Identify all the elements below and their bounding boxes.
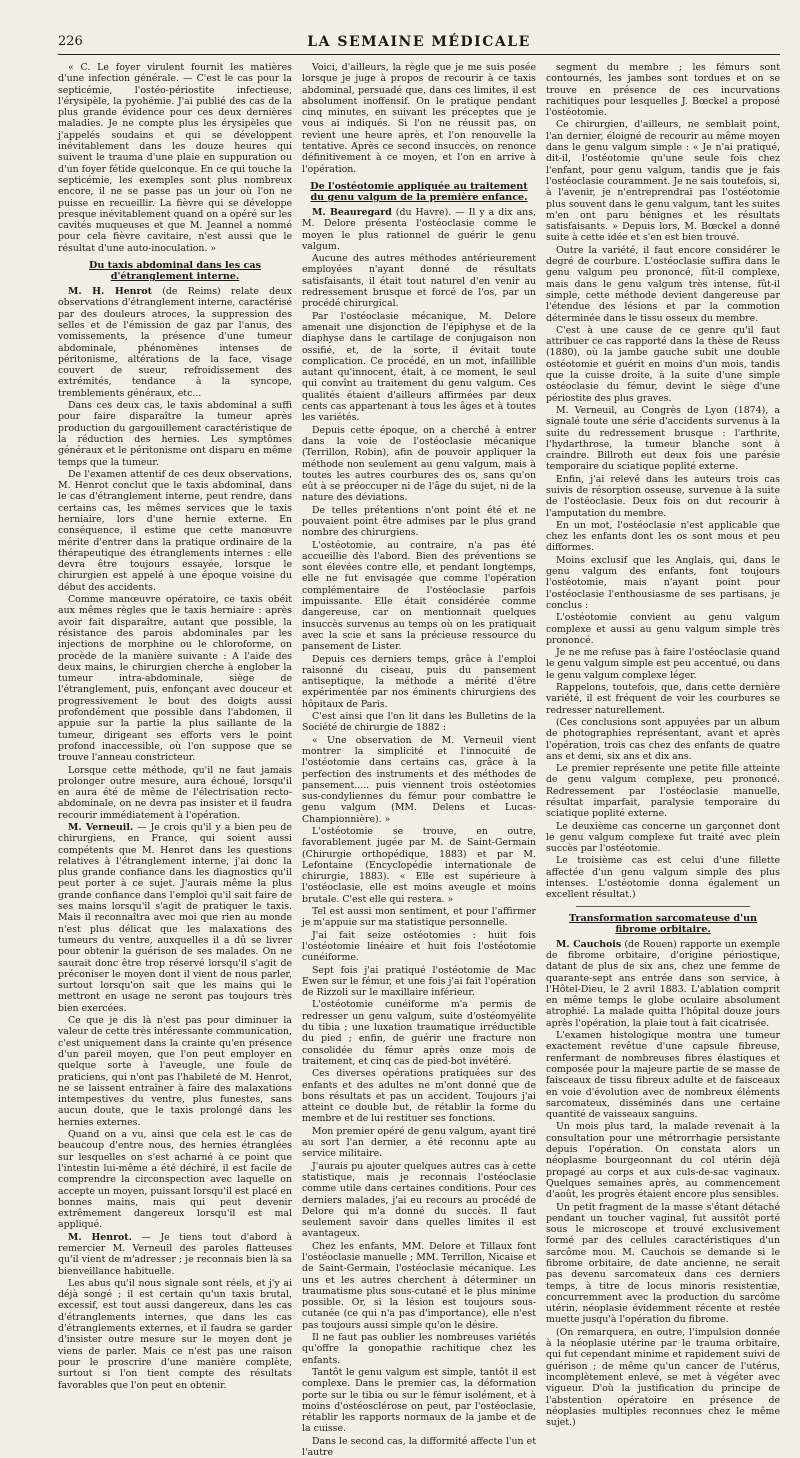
paragraph bbox=[302, 735, 536, 825]
paragraph bbox=[58, 594, 292, 763]
paragraph-text: Ces diverses opérations pratiquées sur des enfants et des adultes ne m'ont donné que de bons résultats et pas un accident. Toujours j'ai atteint ce double but, de rétablir la forme du membre et de lui restituer ses fonctions. bbox=[302, 1068, 536, 1125]
paragraph bbox=[302, 1068, 536, 1124]
paragraph-text: (de Rouen) rapporte un exemple de fibrome orbitaire, d'origine périostique, datant de plus de six ans, chez une femme de quarante-sept ans entrée dans son service, à l'Hôtel-Dieu, le 2 avril 1883. L'ablation comprit en même temps le globe oculaire absolument atrophié. La malade quitta l'hôpital douze jours après l'opération, la plaie tout à fait cicatrisée. bbox=[546, 938, 781, 1029]
paragraph-text: En un mot, l'ostéoclasie n'est applicable que chez les enfants dont les os sont mous et peu difformes. bbox=[546, 519, 780, 554]
paragraph bbox=[302, 311, 536, 424]
paragraph bbox=[546, 62, 780, 118]
paragraph bbox=[546, 1202, 780, 1326]
paragraph bbox=[302, 62, 536, 175]
paragraph bbox=[546, 405, 780, 473]
paragraph-text: Comme manœuvre opératoire, ce taxis obéit aux mêmes règles que le taxis herniaire : après avoir fait disparaître, autant que possible, la résistance des parois abdominales par les injections de morphine ou le chloroforme, on procède de la manière suivante : A l'aide des deux mains, le chirurgien cherche à englober la tumeur intra-abdominale, siège de l'étranglement, puis, enfonçant avec douceur et progressivement le bout des doigts aussi profondément que possible dans l'abdomen, il appuie sur la partie la plus saillante de la tumeur, dirigeant ses efforts vers le point profond inaccessible, où l'on suppose que se trouve l'anneau constricteur. bbox=[58, 594, 292, 764]
paragraph-text: Depuis cette époque, on a cherché à entrer dans la voie de l'ostéoclasie mécanique (Terrillon, Robin), afin de pouvoir appliquer la méthode non seulement au genu valgum, mais à toutes les autres courbures des os, sans qu'on eût à se préoccuper ni de l'âge du sujet, ni de la nature des déviations. bbox=[302, 424, 536, 504]
paragraph bbox=[546, 520, 780, 554]
paragraph-text: segment du membre ; les fémurs sont contournés, les jambes sont tordues et on se trouve en présence de ces incurvations rachitiques pour lesquelles J. Bœckel a proposé l'ostéotomie. bbox=[546, 62, 780, 119]
paragraph-text: L'ostéotomie cunéiforme m'a permis de redresser un genu valgum, suite d'ostéomyélite du tibia ; une luxation traumatique irréductible du pied ; enfin, de guérir une fracture non consolidée du fémur après onze mois de traitement, et cinq cas de pied-bot invétéré. bbox=[302, 999, 536, 1067]
paragraph-text: Le deuxième cas concerne un garçonnet dont le genu valgum complexe fut traité avec plein succès par l'ostéotomie. bbox=[546, 820, 780, 855]
text-columns bbox=[58, 62, 781, 1458]
paragraph-text: Le troisième cas est celui d'une fillette affectée d'un genu valgum simple des plus intenses. L'ostéotomie donna également un excellent résultat.) bbox=[546, 855, 780, 901]
paragraph-text: (Ces conclusions sont appuyées par un album de photographies représentant, avant et après l'opération, trois cas chez des enfants de quatre ans et demi, six ans et dix ans. bbox=[546, 716, 780, 762]
paragraph-text: Sept fois j'ai pratiqué l'ostéotomie de Mac Ewen sur le fémur, et une fois j'ai fait l'opération de Rizzoli sur le maxillaire inférieur. bbox=[302, 964, 536, 999]
speaker-name: M. Cauchois bbox=[556, 938, 622, 950]
paragraph bbox=[302, 1161, 536, 1240]
paragraph bbox=[58, 62, 292, 254]
paragraph bbox=[302, 425, 536, 504]
paragraph-text: Les abus qu'il nous signale sont réels, et j'y ai déjà songé ; il est certain qu'un taxis brutal, excessif, est tout aussi dangereux, dans les cas d'étranglements internes, que dans les cas d'étranglements externes, et il faudra se garder d'insister outre mesure sur le moyen dont je viens de parler. Mais ce n'est pas une raison pour le proscrire d'une manière complète, surtout si l'on tient compte des résultats favorables que l'on peut en obtenir. bbox=[58, 1277, 292, 1391]
paragraph bbox=[58, 1278, 292, 1391]
speaker-name: M. Henrot. bbox=[68, 1231, 132, 1243]
paragraph bbox=[58, 822, 292, 1014]
paragraph bbox=[546, 821, 780, 855]
paragraph-text: Lorsque cette méthode, qu'il ne faut jamais prolonger outre mesure, aura échoué, lorsqu'il en aura été de même de l'électrisation recto-abdominale, on ne devra pas insister et il faudra recourir immédiatement à l'opération. bbox=[58, 764, 292, 821]
page-header bbox=[58, 34, 780, 54]
paragraph bbox=[302, 505, 536, 539]
paragraph bbox=[302, 654, 536, 710]
paragraph-text: De telles prétentions n'ont point été et ne pouvaient point être admises par le plus grand nombre des chirurgiens. bbox=[302, 504, 536, 539]
paragraph-text: L'ostéotomie, au contraire, n'a pas été accueillie dès l'abord. Bien des préventions se sont élevées contre elle, et pendant longtemps, elle ne fut envisagée que comme l'opération complémentaire de l'ostéoclasie parfois impuissante. Elle était considérée comme dangereuse, car on mentionnait quelques insuccès survenus au temps où on les pratiquait avec la scie et sans la précieuse ressource du pansement de Lister. bbox=[302, 539, 536, 653]
header-rule bbox=[58, 54, 780, 55]
paragraph-text: « Une observation de M. Verneuil vient montrer la simplicité et l'innocuité de l'ostéotomie dans certains cas, grâce à la perfection des instruments et des méthodes de pansement..... puis viennent trois ostéotomies sus-condyliennes du fémur pour combattre le genu valgum (MM. Delens et Lucas-Championnière). » bbox=[302, 734, 536, 825]
column-1 bbox=[58, 62, 292, 1391]
paragraph bbox=[302, 1241, 536, 1331]
paragraph-text: Un mois plus tard, la malade revenait à la consultation pour une métrorrhagie persistante depuis l'opération. On constata alors un néoplasme bourgeonnant du col utérin déjà propagé au corps et aux culs-de-sac vaginaux. Quelques semaines après, au commencement d'août, les progrès étaient encore plus sensibles. bbox=[546, 1121, 780, 1201]
paragraph bbox=[546, 682, 780, 716]
paragraph bbox=[302, 1367, 536, 1435]
paragraph bbox=[302, 906, 536, 929]
paragraph-text: Quand on a vu, ainsi que cela est le cas de beaucoup d'entre nous, des hernies étranglées sur lesquelles on s'est acharné à ce point que l'intestin lui-même a été déchiré, il est facile de comprendre la circonspection avec laquelle on accepte un moyen, puissant lorsqu'il est placé en bonnes mains, mais qui peut devenir extrêmement dangereux lorsqu'il est mal appliqué. bbox=[58, 1129, 292, 1231]
section-heading: Du taxis abdominal dans les cas d'étranglement interne. bbox=[89, 260, 261, 283]
paragraph-text: L'ostéotomie se trouve, en outre, favorablement jugée par M. de Saint-Germain (Chirurgie orthopédique, 1883) et par M. Lefontaine (Encyclopédie internationale de chirurgie, 1883). « Elle est supérieure à l'ostéoclasie, elle est moins aveugle et moins brutale. C'est elle qui restera. » bbox=[302, 826, 536, 905]
page-number: 226 bbox=[58, 34, 83, 49]
paragraph bbox=[546, 647, 780, 681]
paragraph bbox=[302, 253, 536, 309]
speaker-name: M. H. Henrot bbox=[68, 286, 152, 298]
paragraph bbox=[302, 965, 536, 999]
paragraph-text: M. Verneuil, au Congrès de Lyon (1874), a signalé toute une série d'accidents survenus à la suite du redressement brusque : l'arthrite, l'hydarthrose, la tumeur blanche sont à craindre. Billroth eut deux fois une parésie temporaire du sciatique poplité externe. bbox=[546, 404, 780, 473]
paragraph bbox=[546, 717, 780, 762]
paragraph-text: — Je tiens tout d'abord à remercier M. Verneuil des paroles flatteuses qu'il vient de m'adresser ; je reconnais bien là sa bienveillance habituelle. bbox=[58, 1231, 292, 1277]
paragraph bbox=[58, 400, 292, 468]
section-heading: Transformation sarcomateuse d'un fibrome orbitaire. bbox=[568, 912, 758, 935]
paragraph bbox=[546, 119, 780, 243]
paragraph-text: Un petit fragment de la masse s'étant détaché pendant un toucher vaginal, fut aussitôt porté sous le microscope et trouvé exclusivement formé par des cellules caractéristiques d'un sarcôme mou. M. Cauchois se demande si le fibrome orbitaire, de date ancienne, ne serait pas devenu sarcomateux dans ces derniers temps, à titre de locus minoris resistentiæ, concurremment avec la production du sarcôme utérin, néoplasie évidemment récente et restée muette jusqu'à l'opération du fibrome. bbox=[546, 1201, 780, 1326]
paragraph-text: Moins exclusif que les Anglais, qui, dans le genu valgum des enfants, font toujours l'ostéotomie, mais n'ayant point pour l'ostéoclasie l'enthousiasme de ses partisans, je conclus : bbox=[546, 554, 780, 611]
speaker-name: M. Verneuil. bbox=[68, 822, 134, 833]
paragraph-text: Dans le second cas, la difformité affecte l'un et l'autre bbox=[302, 1435, 536, 1458]
paragraph-text: C'est ainsi que l'on lit dans les Bulletins de la Société de chirurgie de 1882 : bbox=[302, 711, 536, 734]
paragraph bbox=[302, 930, 536, 964]
paragraph-text: L'examen histologique montra une tumeur exactement revêtue d'une capsule fibreuse, renfermant de nombreuses fibres élastiques et composée pour la majeure partie de se masse de faisceaux de tissu fibreux adulte et de faisceaux en voie d'évolution avec de nombreux éléments sarcomateux, disséminés dans une certaine quantité de vaisseaux sanguins. bbox=[546, 1030, 780, 1121]
paragraph-text: (de Reims) relate deux observations d'étranglement interne, caractérisé par des douleurs atroces, la suppression des selles et de l'émission de gaz par l'anus, des vomissements, la présence d'une tumeur abdominale, phénomènes intenses de péritonisme, altérations de la face, visage couvert de sueur, refroidissement des extrémités, tendance à la syncope, tremblements généraux, etc... bbox=[58, 286, 292, 399]
paragraph-text: (On remarquera, en outre, l'impulsion donnée à la néoplasie utérine par le trauma orbitaire, qui fut cependant minime et rapidement suivi de guérison ; de même qu'un cancer de l'utérus, incomplètement enlevé, se met à végéter avec vigueur. D'où la justification du principe de l'abstention opératoire en présence de néoplasies multiples reconnues chez le même sujet.) bbox=[546, 1326, 780, 1429]
paragraph-text: L'ostéotomie convient au genu valgum complexe et aussi au genu valgum simple très prononcé. bbox=[546, 612, 780, 646]
paragraph bbox=[546, 1121, 780, 1200]
section-divider bbox=[576, 906, 750, 907]
paragraph bbox=[302, 540, 536, 653]
paragraph bbox=[302, 711, 536, 734]
paragraph bbox=[302, 1332, 536, 1366]
paragraph bbox=[58, 1015, 292, 1128]
paragraph-text: Depuis ces derniers temps, grâce à l'emploi raisonné du ciseau, puis du pansement antiseptique, la méthode a mérité d'être expérimentée par nos éminents chirurgiens des hôpitaux de Paris. bbox=[302, 653, 536, 710]
paragraph-text: Je ne me refuse pas à faire l'ostéoclasie quand le genu valgum simple est peu accentué, ou dans le genu valgum complexe léger. bbox=[546, 647, 780, 681]
section-heading: De l'ostéotomie appliquée au traitement du genu valgum de la première enfance. bbox=[310, 180, 528, 203]
paragraph bbox=[546, 245, 780, 324]
paragraph-text: Il ne faut pas oublier les nombreuses variétés qu'offre la gonopathie rachitique chez les enfants. bbox=[302, 1332, 536, 1366]
paragraph-text: Dans ces deux cas, le taxis abdominal a suffi pour faire disparaître la tumeur après production du gargouillement caractéristique de la réduction des hernies. Les symptômes généraux et le péritonisme ont disparu en même temps que la tumeur. bbox=[58, 400, 292, 468]
paragraph bbox=[546, 1030, 780, 1120]
paragraph-text: J'aurais pu ajouter quelques autres cas à cette statistique, mais je reconnais l'ostéoclasie comme utile dans certaines conditions. Pour ces derniers malades, j'ai eu recours au procédé de Delore qui m'a donné du succès. Il faut seulement savoir dans quelles limites il est avantageux. bbox=[302, 1160, 536, 1240]
paragraph-text: — Je crois qu'il y a bien peu de chirurgiens, en France, qui soient aussi compétents que M. Henrot dans les questions relatives à l'étranglement interne, j'ai donc la plus grande confiance dans les diagnostics qu'il peut porter à ce sujet. J'aurais même la plus grande confiance dans l'emploi qu'il sait faire de ses mains lorsqu'il s'agit de pratiquer le taxis. Mais il reconnaîtra avec moi que rien au monde n'est plus délicat que les malaxations des tumeurs du ventre, auxquelles il a dû se livrer pour obtenir la guérison de ses malades. On ne saurait donc être trop réservé lorsqu'il s'agit de préconiser le moyen dont il vient de nous parler, surtout lorsqu'on sait que les mains qui le mettront en usage ne seront pas toujours très bien exercées. bbox=[58, 822, 292, 1014]
paragraph bbox=[546, 325, 780, 404]
paragraph-text: Ce chirurgien, d'ailleurs, ne semblait point, l'an dernier, éloigné de recourir au même moyen dans le genu valgum simple : « Je n'ai pratiqué, dit-il, l'ostéotomie qu'une seule fois chez l'enfant, pour genu valgum, tandis que je fais l'ostéoclasie couramment. Je ne sais toutefois, si, à l'avenir, je n'entreprendrai pas l'ostéotomie plus souvent dans le genu valgum, tant les suites m'en ont paru bénignes et les résultats satisfaisants. » Depuis lors, M. Bœckel a donné suite à cette idée et s'en est bien trouvé. bbox=[546, 119, 780, 244]
journal-title: LA SEMAINE MÉDICALE bbox=[307, 34, 531, 50]
paragraph bbox=[546, 1327, 780, 1429]
paragraph-text: Rappelons, toutefois, que, dans cette dernière variété, il est fréquent de voir les courbures se redresser naturellement. bbox=[546, 682, 780, 716]
paragraph bbox=[58, 1232, 292, 1277]
paragraph bbox=[58, 286, 292, 399]
paragraph bbox=[58, 1129, 292, 1231]
paragraph-text: C'est à une cause de ce genre qu'il faut attribuer ce cas rapporté dans la thèse de Reuss (1880), où la jambe gauche subit une double ostéotomie et guérit en moins d'un mois, tandis que la cuisse droite, à la suite d'une simple ostéoclasie du fémur, devint le siège d'une périostite des plus graves. bbox=[546, 324, 780, 404]
paragraph-text: Le premier représente une petite fille atteinte de genu valgum complexe, peu prononcé. Redressement par l'ostéoclasie manuelle, résultat imparfait, paralysie temporaire du sciatique poplité externe. bbox=[546, 763, 780, 820]
paragraph-text: Ce que je dis là n'est pas pour diminuer la valeur de cette très intéressante communication, c'est uniquement dans la crainte qu'en présence d'un pareil moyen, que l'on peut employer en quelque sorte à l'aveugle, une foule de praticiens, qui n'ont pas l'habileté de M. Henrot, ne se laissent entraîner à faire des malaxations intempestives du ventre, plus funestes, sans aucun doute, que le taxis prolongé dans les hernies externes. bbox=[58, 1015, 292, 1128]
paragraph bbox=[546, 555, 780, 611]
paragraph bbox=[302, 1436, 536, 1458]
paragraph-text: « C. Le foyer virulent fournit les matières d'une infection générale. — C'est le cas pour la septicémie, l'ostéo-périostite infectieuse, l'érysipèle, la pyohémie. J'ai publié des cas de la plus grande évidence pour ces deux dernières maladies. Je ne compte plus les érysipèles que j'appelés soudains et qui se développent inévitablement dans les douze heures qui suivent le trauma d'une plaie en suppuration ou d'un foyer fétide quelconque. En ce qui touche la septicémie, les exemples sont plus nombreux encore, il ne se passe pas un jour où l'on ne puisse en recueillir. La fièvre qui se développe presque inévitablement quand on a opéré sur les cavités muqueuses et que M. Jeannel a nommé pour cela fièvre cavitaire, n'est aussi que le résultat d'une auto-inoculation. » bbox=[58, 62, 292, 254]
paragraph-text: Chez les enfants, MM. Delore et Tillaux font l'ostéoclasie manuelle ; MM. Terrillon, Nicaise et de Saint-Germain, l'ostéoclasie mécanique. Les uns et les autres cherchent à déterminer un traumatisme plus sous-cutané et le plus minime possible. Or, si la lésion est toujours sous-cutanée (ce qui n'a pas d'importance), elle n'est pas toujours aussi simple qu'on le désire. bbox=[302, 1240, 536, 1331]
paragraph-text: Outre la variété, il faut encore considérer le degré de courbure. L'ostéoclasie suffira dans le genu valgum peu prononcé, fût-il complexe, mais dans le genu valgum très intense, fût-il simple, cette méthode devient dangereuse par l'étendue des lésions et par la commotion déterminée dans le tissu osseux du membre. bbox=[546, 244, 780, 324]
paragraph bbox=[546, 612, 780, 646]
speaker-name: M. Beauregard bbox=[312, 206, 392, 218]
column-3 bbox=[546, 62, 781, 1429]
paragraph-text: De l'examen attentif de ces deux observations, M. Henrot conclut que le taxis abdominal, dans le cas d'étranglement interne, peut rendre, dans certains cas, les mêmes services que le taxis herniaire, lors d'une hernie externe. En conséquence, il estime que cette manœuvre mérite d'entrer dans la pratique ordinaire de la thérapeutique des étranglements internes : elle devra être toujours essayée, lorsque le chirurgien est appelé à une époque voisine du début des accidents. bbox=[58, 468, 292, 593]
column-2 bbox=[302, 62, 537, 1458]
paragraph bbox=[58, 469, 292, 593]
paragraph bbox=[546, 763, 780, 819]
paragraph-text: Aucune des autres méthodes antérieurement employées n'ayant donné de résultats satisfaisants, il était tout naturel d'en venir au redressement brusque et forcé de l'os, par un procédé chirurgical. bbox=[302, 253, 536, 310]
paragraph bbox=[302, 1126, 536, 1160]
paragraph bbox=[58, 765, 292, 821]
paragraph-text: Enfin, j'ai relevé dans les auteurs trois cas suivis de résorption osseuse, survenue à la suite de l'ostéoclasie. Deux fois on dut recourir à l'amputation du membre. bbox=[546, 473, 780, 519]
paragraph bbox=[546, 855, 780, 900]
paragraph bbox=[302, 207, 536, 252]
paragraph bbox=[546, 939, 780, 1029]
paragraph-text: (du Havre). — Il y a dix ans, M. Delore présenta l'ostéoclasie comme le moyen le plus rationnel de guérir le genu valgum. bbox=[302, 206, 537, 252]
paragraph-text: Voici, d'ailleurs, la règle que je me suis posée lorsque je juge à propos de recourir à ce taxis abdominal, persuadé que, dans ces limites, il est absolument inoffensif. On le pratique pendant cinq minutes, en suivant les préceptes que je vous ai indiqués. Si l'on ne réussit pas, on revient une heure après, et l'on renouvelle la tentative. Après ce second insuccès, on renonce définitivement à ce moyen, et l'on en arrive à l'opération. bbox=[302, 62, 536, 175]
paragraph-text: Mon premier opéré de genu valgum, ayant tiré au sort l'an dernier, a été reconnu apte au service militaire. bbox=[302, 1125, 536, 1160]
paragraph-text: Tantôt le genu valgum est simple, tantôt il est complexe. Dans le premier cas, la déformation porte sur le tibia ou sur le fémur isolément, et à moins d'ostéosclérose on peut, par l'ostéoclasie, rétablir les rapports normaux de la jambe et de la cuisse. bbox=[302, 1366, 536, 1435]
paragraph bbox=[302, 826, 536, 905]
paragraph-text: Tel est aussi mon sentiment, et pour l'affirmer je m'appuie sur ma statistique personnelle. bbox=[302, 906, 536, 929]
paragraph bbox=[546, 474, 780, 519]
paragraph bbox=[302, 999, 536, 1067]
paragraph-text: J'ai fait seize ostéotomies : huit fois l'ostéotomie linéaire et huit fois l'ostéotomie cunéiforme. bbox=[302, 929, 536, 964]
paragraph-text: Par l'ostéoclasie mécanique, M. Delore amenait une disjonction de l'épiphyse et de la diaphyse dans le cartilage de conjugaison non ossifié, et, de la sorte, il évitait toute complication. Ce procédé, en un mot, infaillible autant qu'innocent, était, à ce moment, le seul qui convînt au traitement du genu valgum. Ces qualités étaient d'ailleurs affirmées par deux cents cas appartenant à tous les âges et à toutes les variétés. bbox=[302, 310, 536, 424]
